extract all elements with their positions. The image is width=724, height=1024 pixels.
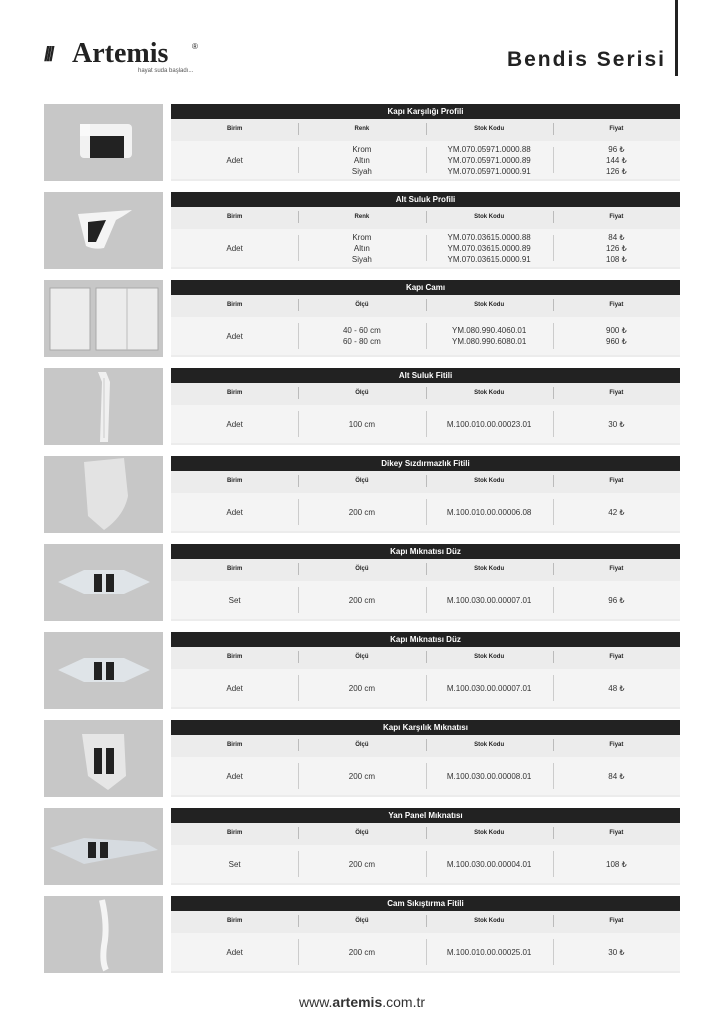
product-name: Kapı Mıknatısı Düz [171,544,680,559]
spec-value: Altın [353,243,370,253]
table-row [171,141,680,179]
column-header: Renk [298,119,425,139]
column-header: Ölçü [298,823,425,843]
prices-value: 84 ₺ [608,771,625,781]
prices-cell [553,581,680,619]
page-title: Bendis Serisi [506,48,666,71]
table-header [171,119,680,139]
spec-cell [298,317,425,355]
product-row [44,720,680,797]
table-row [171,757,680,795]
unit-cell [171,757,298,795]
column-header: Ölçü [298,735,425,755]
product-row [44,280,680,357]
prices-value: 48 ₺ [608,683,625,693]
spec-value: 200 cm [348,683,375,693]
column-header: Stok Kodu [426,647,553,667]
column-header: Fiyat [553,647,680,667]
spec-cell [298,757,425,795]
product-row [44,368,680,445]
column-header: Birim [226,126,243,132]
column-header: Stok Kodu [426,383,553,403]
door-glass-image [44,280,163,357]
column-header: Fiyat [553,735,680,755]
spec-value: 100 cm [348,419,375,429]
column-header: Stok Kodu [426,823,553,843]
table-row [171,845,680,883]
spec-value: 200 cm [348,771,375,781]
product-table [171,104,680,181]
spec-value: Siyah [351,254,372,264]
product-name: Alt Suluk Fitili [171,368,680,383]
product-name: Dikey Sızdırmazlık Fitili [171,456,680,471]
column-header: Ölçü [298,471,425,491]
url-brand: artemis [332,994,383,1010]
codes-cell [426,405,553,443]
table-row [171,405,680,443]
table-header [171,647,680,667]
spec-cell [298,493,425,531]
unit-value: Adet [226,331,243,341]
unit-value: Set [228,595,241,605]
unit-cell [171,669,298,707]
prices-value: 96 ₺ [608,144,625,154]
url-suffix: .com.tr [382,994,426,1010]
codes-value: M.100.010.00.00025.01 [446,947,532,957]
column-header: Fiyat [553,119,680,139]
door-counter-magnet-image [44,720,163,797]
prices-value: 126 ₺ [606,166,627,176]
product-row [44,544,680,621]
unit-cell [171,229,298,267]
column-header: Birim [226,302,243,308]
url-prefix: www. [298,994,333,1010]
unit-cell [171,317,298,355]
codes-cell [426,581,553,619]
title-accent-bar [675,0,678,76]
unit-value: Adet [226,771,243,781]
unit-value: Adet [226,419,243,429]
codes-cell [426,229,553,267]
codes-value: YM.070.05971.0000.88 [447,144,531,154]
prices-value: 96 ₺ [608,595,625,605]
spec-cell [298,581,425,619]
spec-value: 200 cm [348,859,375,869]
product-table [171,368,680,445]
brand-name: Artemis [72,38,169,69]
prices-value: 126 ₺ [606,243,627,253]
table-header [171,207,680,227]
codes-value: M.100.030.00.00008.01 [446,771,532,781]
column-header: Fiyat [553,471,680,491]
column-header: Fiyat [553,911,680,931]
logo-mark-icon: /// [44,44,52,66]
codes-value: YM.070.05971.0000.89 [447,155,531,165]
column-header: Fiyat [553,207,680,227]
product-name: Kapı Camı [171,280,680,295]
product-table [171,720,680,797]
codes-cell [426,933,553,971]
column-header: Stok Kodu [426,911,553,931]
brand-logo [44,38,204,78]
product-name: Alt Suluk Profili [171,192,680,207]
column-header: Stok Kodu [426,207,553,227]
codes-cell [426,141,553,179]
codes-cell [426,317,553,355]
table-header [171,383,680,403]
product-row [44,192,680,269]
prices-value: 30 ₺ [608,419,625,429]
prices-cell [553,493,680,531]
unit-cell [171,933,298,971]
table-header [171,471,680,491]
prices-cell [553,757,680,795]
product-table [171,456,680,533]
column-header: Fiyat [553,823,680,843]
column-header: Fiyat [553,383,680,403]
codes-value: M.100.030.00.00007.01 [446,595,532,605]
codes-cell [426,669,553,707]
column-header: Birim [226,742,243,748]
door-counter-profile-image [44,104,163,181]
column-header: Ölçü [298,911,425,931]
unit-cell [171,141,298,179]
spec-cell [298,845,425,883]
codes-value: YM.070.03615.0000.89 [447,243,531,253]
table-row [171,933,680,971]
product-name: Kapı Karşılık Mıknatısı [171,720,680,735]
product-table [171,544,680,621]
codes-value: YM.080.990.6080.01 [451,337,527,346]
column-header: Stok Kodu [426,735,553,755]
door-magnet-image [44,632,163,709]
column-header: Birim [226,830,243,836]
table-row [171,229,680,267]
product-row [44,456,680,533]
table-header [171,559,680,579]
codes-value: YM.070.03615.0000.91 [447,254,531,264]
prices-value: 900 ₺ [606,326,627,335]
column-header: Stok Kodu [426,471,553,491]
prices-value: 108 ₺ [606,254,627,264]
unit-value: Adet [226,507,243,517]
table-header [171,295,680,315]
product-table [171,808,680,885]
column-header: Fiyat [553,559,680,579]
spec-cell [298,229,425,267]
spec-value: Siyah [351,166,372,176]
table-header [171,911,680,931]
website-url[interactable] [0,994,724,1010]
product-name: Kapı Mıknatısı Düz [171,632,680,647]
product-row [44,632,680,709]
product-table [171,280,680,357]
column-header: Ölçü [298,295,425,315]
column-header: Stok Kodu [426,119,553,139]
unit-value: Adet [226,683,243,693]
spec-cell [298,933,425,971]
codes-value: YM.080.990.4060.01 [451,326,527,335]
prices-value: 960 ₺ [606,337,627,346]
prices-cell [553,669,680,707]
unit-cell [171,581,298,619]
column-header: Ölçü [298,647,425,667]
codes-cell [426,757,553,795]
vertical-seal-image [44,456,163,533]
column-header: Birim [226,918,243,924]
prices-value: 42 ₺ [608,507,625,517]
prices-value: 84 ₺ [608,232,625,242]
product-table [171,632,680,709]
bottom-drip-seal-image [44,368,163,445]
product-row [44,808,680,885]
prices-cell [553,933,680,971]
column-header: Birim [226,566,243,572]
column-header: Birim [226,478,243,484]
column-header: Birim [226,390,243,396]
spec-value: 200 cm [348,947,375,957]
spec-value: Altın [353,155,370,165]
glass-clamp-seal-image [44,896,163,973]
prices-cell [553,229,680,267]
spec-cell [298,405,425,443]
codes-value: YM.070.03615.0000.88 [447,232,531,242]
column-header: Renk [298,207,425,227]
column-header: Ölçü [298,559,425,579]
unit-value: Set [228,859,241,869]
table-header [171,823,680,843]
codes-value: M.100.010.00.00023.01 [446,419,532,429]
spec-value: Krom [352,232,372,242]
product-row [44,104,680,181]
codes-cell [426,493,553,531]
codes-value: M.100.010.00.00006.08 [446,507,532,517]
spec-value: 200 cm [348,507,375,517]
spec-cell [298,669,425,707]
prices-cell [553,317,680,355]
unit-value: Adet [226,947,243,957]
unit-cell [171,493,298,531]
spec-cell [298,141,425,179]
product-name: Kapı Karşılığı Profili [171,104,680,119]
codes-value: M.100.030.00.00007.01 [446,683,532,693]
bottom-drip-profile-image [44,192,163,269]
unit-value: Adet [226,155,243,165]
prices-cell [553,405,680,443]
prices-value: 144 ₺ [606,155,627,165]
codes-value: YM.070.05971.0000.91 [447,166,531,176]
door-magnet-image [44,544,163,621]
unit-cell [171,845,298,883]
prices-cell [553,141,680,179]
spec-value: 200 cm [348,595,375,605]
spec-value: 40 - 60 cm [342,326,381,335]
column-header: Fiyat [553,295,680,315]
prices-cell [553,845,680,883]
table-header [171,735,680,755]
column-header: Birim [226,654,243,660]
prices-value: 108 ₺ [606,859,627,869]
column-header: Stok Kodu [426,295,553,315]
product-table [171,896,680,973]
table-row [171,581,680,619]
spec-value: 60 - 80 cm [342,337,381,346]
prices-value: 30 ₺ [608,947,625,957]
registered-mark: ® [192,42,198,51]
codes-value: M.100.030.00.00004.01 [446,859,532,869]
unit-value: Adet [226,243,243,253]
spec-value: Krom [352,144,372,154]
product-table [171,192,680,269]
side-panel-magnet-image [44,808,163,885]
column-header: Birim [226,214,243,220]
column-header: Stok Kodu [426,559,553,579]
product-name: Cam Sıkıştırma Fitili [171,896,680,911]
product-name: Yan Panel Mıknatısı [171,808,680,823]
column-header: Ölçü [298,383,425,403]
table-row [171,669,680,707]
product-row [44,896,680,973]
codes-cell [426,845,553,883]
table-row [171,493,680,531]
table-row [171,317,680,355]
unit-cell [171,405,298,443]
brand-tagline: hayat suda başladı... [138,68,194,74]
